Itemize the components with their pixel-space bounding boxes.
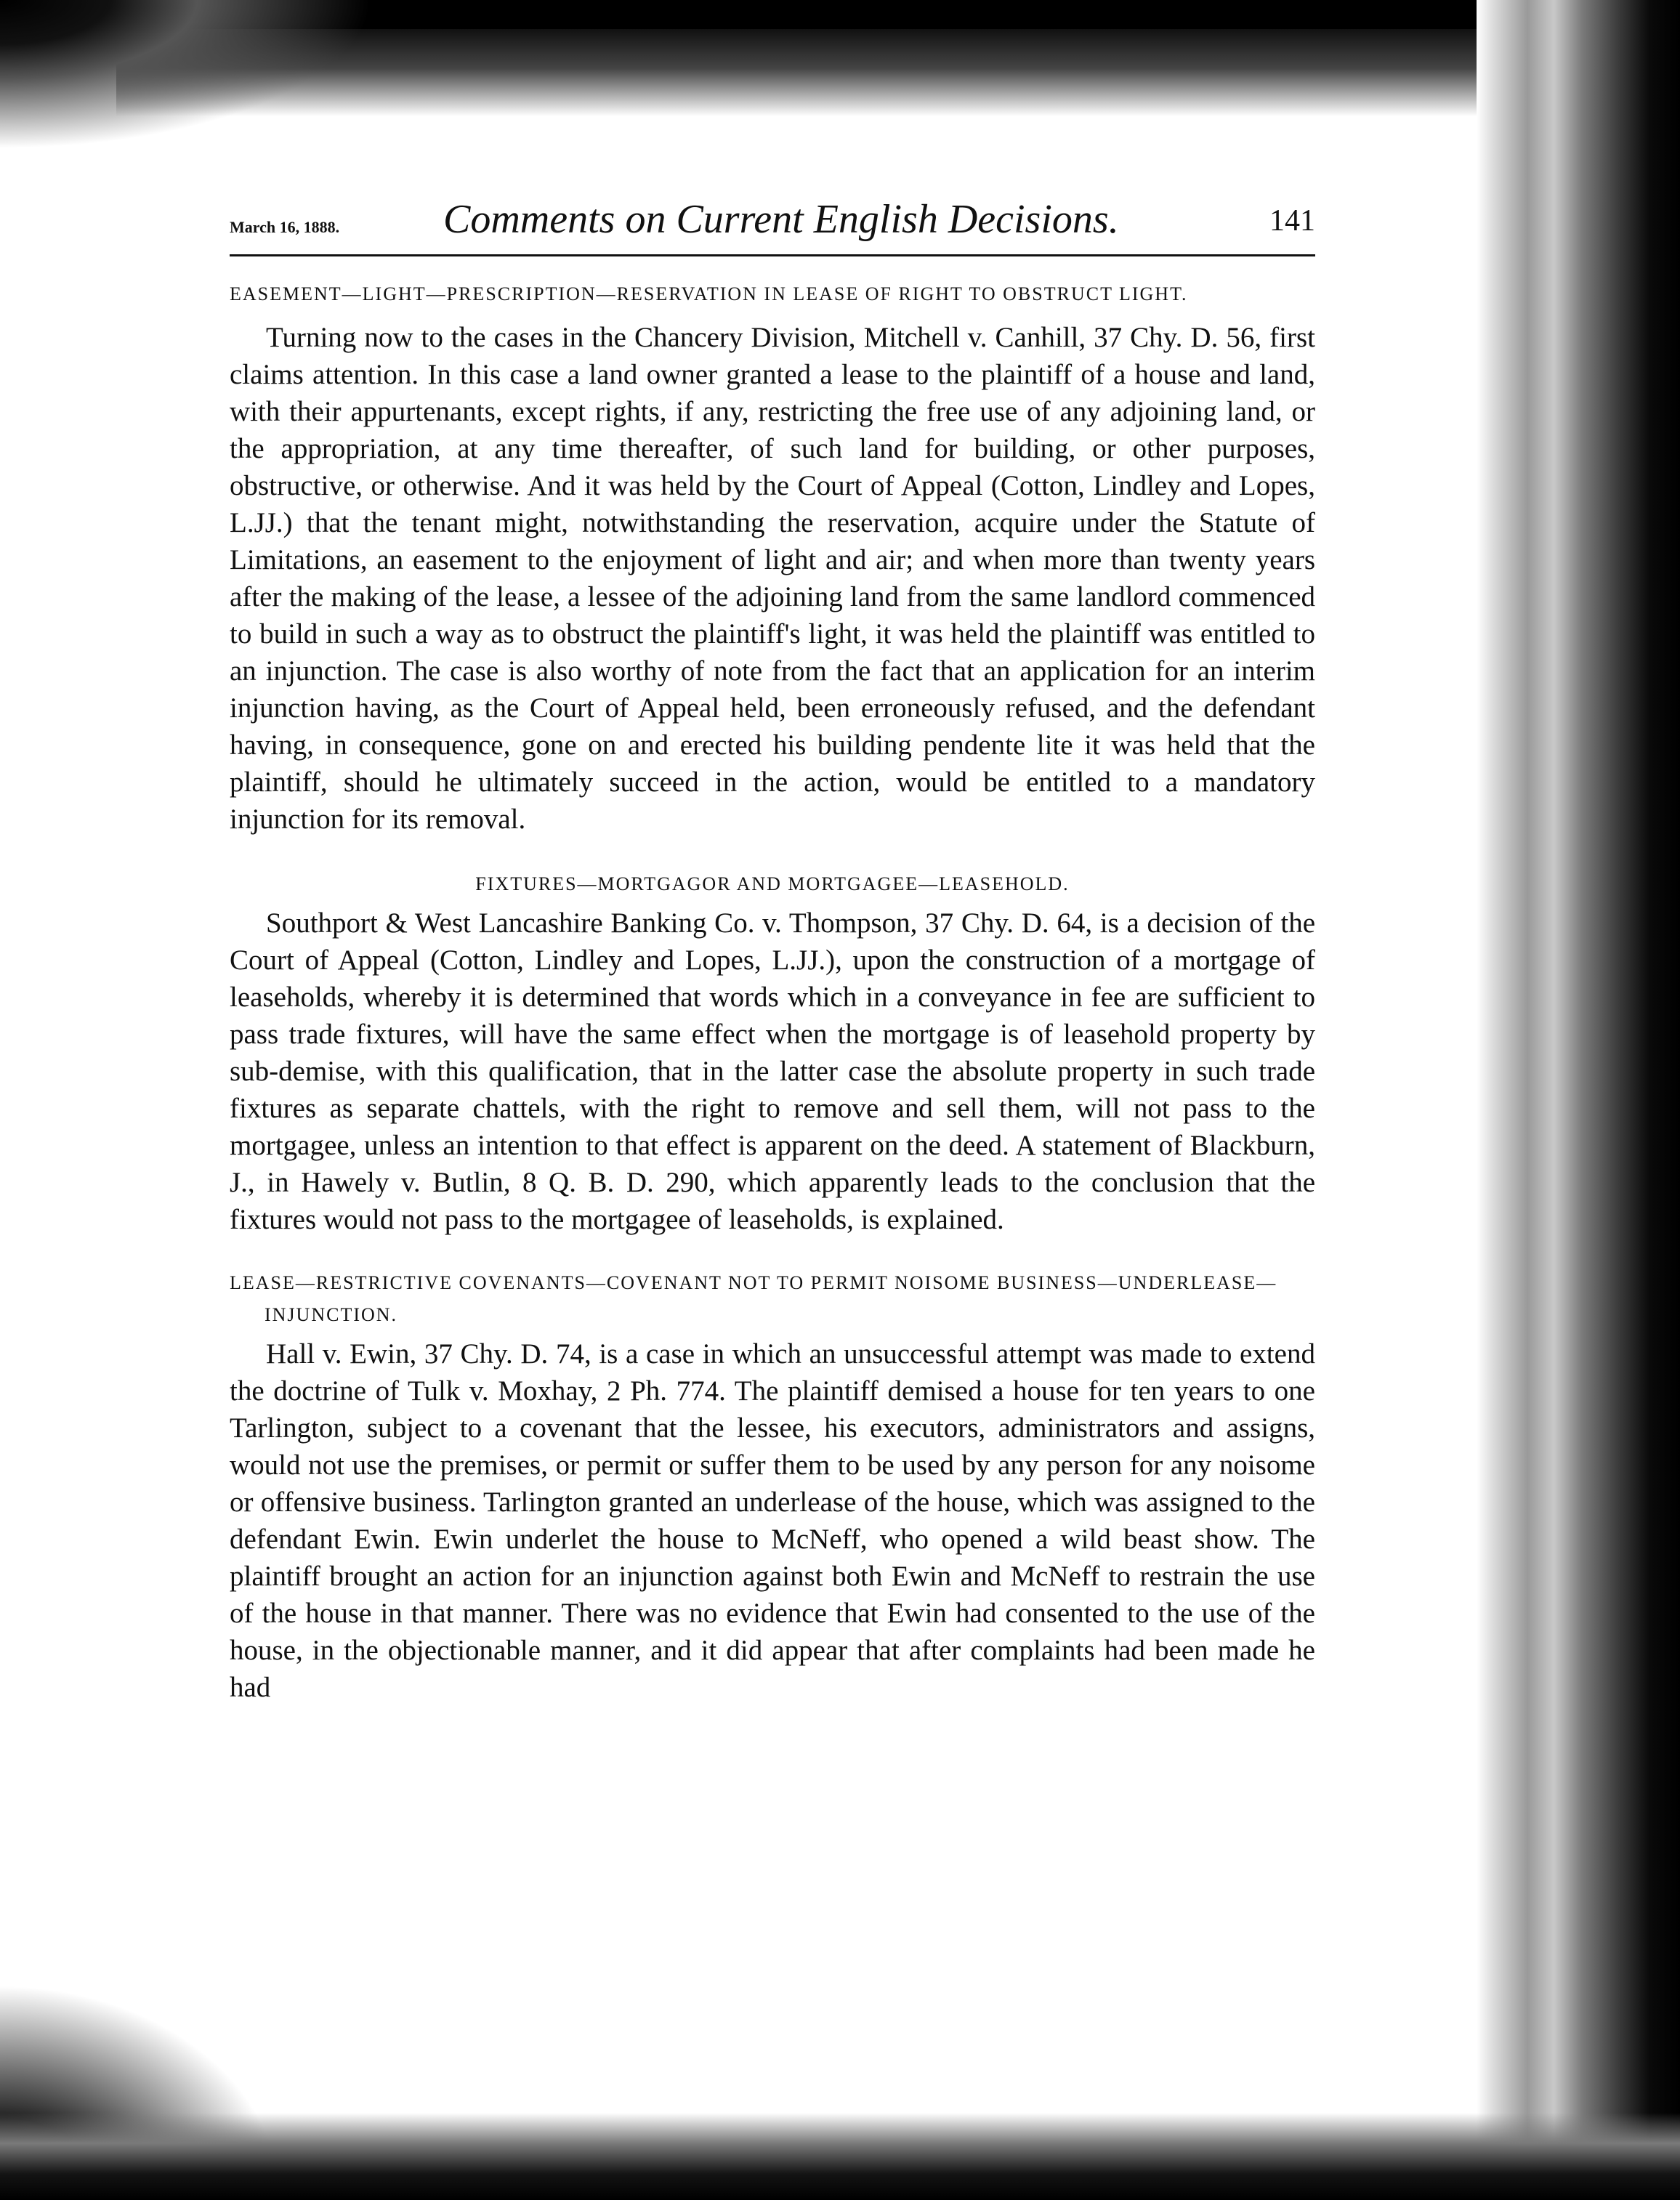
section-heading: FIXTURES—MORTGAGOR AND MORTGAGEE—LEASEHOLD. xyxy=(475,873,1070,894)
section-easement xyxy=(230,278,1315,838)
page-number: 141 xyxy=(1269,204,1315,238)
header-date: March 16, 1888. xyxy=(230,218,340,236)
document-page xyxy=(230,196,1315,1706)
header-title: Comments on Current English Decisions. xyxy=(443,197,1119,242)
section-heading: LEASE—RESTRICTIVE COVENANTS—COVENANT NOT TO PERMIT NOISOME BUSINESS—UNDERLEASE—INJUNCTION. xyxy=(230,1272,1277,1325)
section-fixtures xyxy=(230,868,1315,1238)
section-paragraph: Hall v. Ewin, 37 Chy. D. 74, is a case in which an unsuccessful attempt was made to extend the doctrine of Tulk v. Moxhay, 2 Ph. 774. The plaintiff demised a house for ten years to one Tarlington, subject to a covenant that the lessee, his executors, administrators and assigns, would not use the premises, or permit or suffer them to be used by any person for any noisome or offensive business. Tarlington granted an underlease of the house, which was assigned to the defendant Ewin. Ewin underlet the house to McNeff, who opened a wild beast show. The plaintiff brought an action for an injunction against both Ewin and McNeff to restrain the use of the house in that manner. There was no evidence that Ewin had consented to the use of the house, in the objectionable manner, and it did appear that after complaints had been made he had xyxy=(230,1338,1315,1703)
section-paragraph: Southport & West Lancashire Banking Co. v. Thompson, 37 Chy. D. 64, is a decision of the Court of Appeal (Cotton, Lindley and Lopes, L.JJ.), upon the construction of a mortgage of leaseholds, whereby it is determined that words which in a conveyance in fee are sufficient to pass trade fixtures, will have the same effect when the mortgage is of leasehold property by sub-demise, with this qualification, that in the latter case the absolute property in such trade fixtures as separate chattels, with the right to remove and sell them, will not pass to the mortgagee, unless an intention to that effect is apparent on the deed. A statement of Blackburn, J., in Hawely v. Butlin, 8 Q. B. D. 290, which apparently leads to the conclusion that the fixtures would not pass to the mortgagee of leaseholds, is explained. xyxy=(230,907,1315,1235)
scan-shadow-corner xyxy=(0,0,436,174)
section-paragraph: Turning now to the cases in the Chancery Division, Mitchell v. Canhill, 37 Chy. D. 56, first claims attention. In this case a land owner granted a lease to the plaintiff of a house and land, with their appurtenants, except rights, if any, restricting the free use of any adjoining land, or the appropriation, at any time thereafter, of such land for building, or other purposes, obstructive, or otherwise. And it was held by the Court of Appeal (Cotton, Lindley and Lopes, L.JJ.) that the tenant might, notwithstanding the reservation, acquire under the Statute of Limitations, an easement to the enjoyment of light and air; and when more than twenty years after the making of the lease, a lessee of the adjoining land from the same landlord commenced to build in such a way as to obstruct the plaintiff's light, it was held the plaintiff was entitled to an injunction. The case is also worthy of note from the fact that an application for an interim injunction having, as the Court of Appeal held, been erroneously refused, and the defendant having, in consequence, gone on and erected his building pendente lite it was held that the plaintiff, should he ultimately succeed in the action, would be entitled to a mandatory injunction for its removal. xyxy=(230,322,1315,835)
book-edge-shadow xyxy=(1477,0,1680,2200)
running-header xyxy=(230,196,1315,256)
scan-shadow-bottom xyxy=(0,2113,1680,2200)
section-lease xyxy=(230,1267,1315,1706)
section-heading: EASEMENT—LIGHT—PRESCRIPTION—RESERVATION IN LEASE OF RIGHT TO OBSTRUCT LIGHT. xyxy=(230,283,1188,304)
